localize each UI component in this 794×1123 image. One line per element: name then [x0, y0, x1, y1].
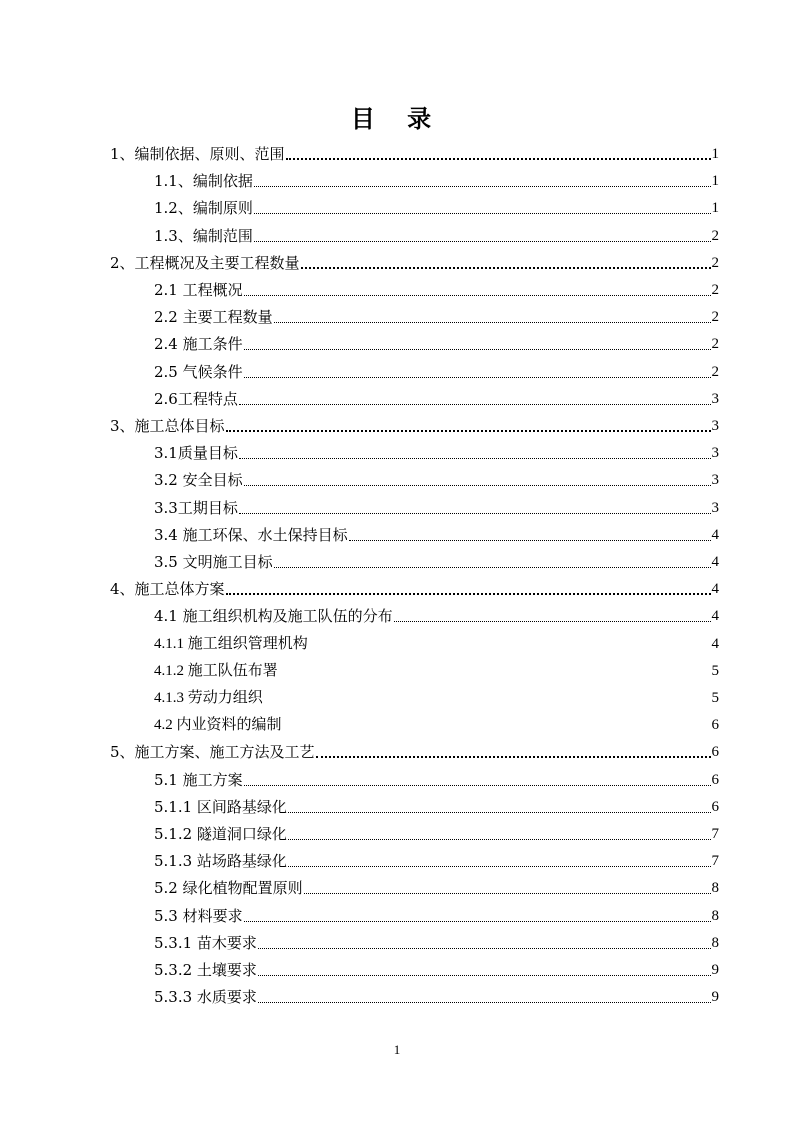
toc-entry[interactable]: [154, 305, 719, 327]
toc-entry-label: 5.3 材料要求: [154, 906, 243, 925]
toc-entry-page: 4: [711, 581, 719, 598]
toc-entry-label: 2.5 气候条件: [154, 362, 243, 381]
toc-entry[interactable]: [154, 659, 719, 681]
toc-dot-leader: [258, 948, 711, 949]
toc-entry[interactable]: [154, 931, 719, 953]
toc-dot-leader: [274, 567, 711, 568]
toc-entry[interactable]: [154, 387, 719, 409]
toc-dot-leader: [244, 485, 711, 486]
toc-dot-leader: [244, 295, 711, 296]
toc-entry-label: 3.1质量目标: [154, 444, 238, 463]
toc-dot-leader: [394, 621, 711, 622]
toc-entry-label: 5.1.3 站场路基绿化: [154, 852, 287, 871]
toc-entry-label: 5.3.2 土壤要求: [154, 961, 257, 979]
toc-entry[interactable]: [154, 169, 719, 191]
toc-entry[interactable]: [154, 604, 719, 626]
toc-entry-page: 7: [711, 826, 719, 842]
toc-dot-leader: [244, 377, 711, 378]
toc-entry-label: 2、工程概况及主要工程数量: [110, 253, 300, 272]
toc-entry[interactable]: [154, 713, 719, 735]
toc-entry[interactable]: [154, 550, 719, 572]
toc-entry-page: 1: [711, 200, 719, 217]
toc-entry-page: 9: [711, 962, 719, 978]
toc-entry-label: 1.1、编制依据: [154, 172, 253, 191]
toc-entry-page: 2: [711, 336, 719, 353]
toc-dot-leader: [316, 756, 711, 758]
toc-entry[interactable]: [154, 768, 719, 790]
toc-dot-leader: [258, 975, 711, 976]
toc-entry-label: 1、编制依据、原则、范围: [110, 145, 285, 163]
toc-entry-page: 9: [711, 989, 719, 1006]
toc-entry-page: 4: [711, 635, 719, 652]
toc-entry-page: 3: [711, 445, 719, 462]
toc-dot-leader: [304, 893, 711, 894]
toc-dot-leader: [239, 513, 711, 514]
toc-dot-leader: [254, 186, 711, 187]
toc-entry[interactable]: [110, 251, 719, 273]
toc-entry-label: 5.1.2 隧道洞口绿化: [154, 825, 287, 843]
toc-entry-page: 5: [711, 690, 719, 706]
toc-dot-leader: [244, 349, 711, 350]
toc-entry-page: 2: [711, 227, 719, 244]
toc-entry-label: 4.1.2 施工队伍布署: [154, 662, 278, 679]
toc-dot-leader: [288, 839, 711, 840]
toc-entry[interactable]: [154, 441, 719, 463]
toc-entry-label: 5.2 绿化植物配置原则: [154, 879, 303, 898]
toc-entry-page: 3: [711, 472, 719, 489]
toc-entry[interactable]: [154, 224, 719, 246]
toc-entry-label: 1.2、编制原则: [154, 199, 253, 218]
toc-entry[interactable]: [154, 196, 719, 218]
toc-entry-page: 4: [711, 554, 719, 570]
toc-dot-leader: [254, 213, 711, 214]
toc-entry-page: 3: [711, 499, 719, 516]
page-title: 目 录: [350, 104, 444, 133]
toc-entry-label: 2.2 主要工程数量: [154, 308, 273, 327]
toc-dot-leader: [286, 158, 711, 160]
toc-dot-leader: [288, 812, 711, 813]
toc-entry-label: 2.6工程特点: [154, 389, 238, 408]
toc-entry-label: 3.5 文明施工目标: [154, 553, 273, 571]
page-number: 1: [393, 1042, 401, 1057]
toc-dot-leader: [288, 866, 711, 867]
toc-entry-page: 7: [711, 853, 719, 870]
toc-entry-label: 4.1.3 劳动力组织: [154, 690, 263, 706]
toc-dot-leader: [239, 404, 711, 405]
toc-entry-page: 6: [711, 717, 719, 734]
toc-entry-label: 5.3.1 苗木要求: [154, 933, 257, 952]
toc-dot-leader: [226, 593, 711, 595]
toc-entry[interactable]: [154, 332, 719, 354]
toc-entry[interactable]: [154, 985, 719, 1007]
toc-entry[interactable]: [110, 577, 719, 599]
toc-entry-label: 5.3.3 水质要求: [154, 988, 257, 1007]
toc-dot-leader: [301, 267, 711, 269]
toc-entry-label: 2.4 施工条件: [154, 335, 243, 354]
toc-entry[interactable]: [154, 795, 719, 817]
toc-entry-page: 4: [711, 608, 719, 625]
toc-entry-label: 4、施工总体方案: [110, 580, 225, 599]
toc-entry-page: 3: [711, 418, 719, 434]
toc-dot-leader: [244, 785, 711, 786]
toc-entry[interactable]: [154, 468, 719, 490]
toc-dot-leader: [254, 241, 711, 242]
toc-entry[interactable]: [110, 142, 719, 164]
toc-entry-label: 3.3工期目标: [154, 498, 238, 517]
toc-entry[interactable]: [154, 686, 719, 708]
toc-entry[interactable]: [154, 360, 719, 382]
toc-entry[interactable]: [154, 496, 719, 518]
toc-entry[interactable]: [154, 958, 719, 980]
toc-entry-label: 3.4 施工环保、水土保持目标: [154, 525, 348, 544]
toc-entry-label: 5.1.1 区间路基绿化: [154, 797, 287, 816]
toc-entry-label: 3、施工总体目标: [110, 417, 225, 435]
toc-entry-label: 3.2 安全目标: [154, 471, 243, 490]
toc-entry-page: 2: [711, 254, 719, 271]
toc-entry-label: 5、施工方案、施工方法及工艺: [110, 743, 315, 762]
toc-entry-page: 2: [711, 363, 719, 380]
toc-dot-leader: [274, 322, 711, 323]
toc-entry[interactable]: [110, 414, 719, 436]
toc-entry[interactable]: [154, 904, 719, 926]
toc-entry[interactable]: [110, 740, 719, 762]
toc-entry-page: 3: [711, 390, 719, 407]
toc-entry-label: 4.2 内业资料的编制: [154, 717, 282, 734]
toc-entry-label: 4.1 施工组织机构及施工队伍的分布: [154, 607, 393, 626]
toc-entry-page: 1: [711, 173, 719, 190]
toc-entry-page: 4: [711, 526, 719, 543]
toc-entry-page: 6: [711, 798, 719, 815]
toc-dot-leader: [244, 921, 711, 922]
toc-entry-page: 8: [711, 880, 719, 897]
toc-entry-page: 6: [711, 771, 719, 788]
toc-entry-page: 5: [711, 662, 719, 679]
toc-entry-page: 2: [711, 282, 719, 298]
toc-dot-leader: [349, 540, 711, 541]
toc-entry[interactable]: [154, 849, 719, 871]
toc-dot-leader: [258, 1002, 711, 1003]
toc-entry-label: 2.1 工程概况: [154, 281, 243, 299]
toc-entry[interactable]: [154, 523, 719, 545]
toc-entry-page: 8: [711, 907, 719, 924]
toc-entry[interactable]: [154, 278, 719, 300]
toc-entry-page: 2: [711, 309, 719, 326]
toc-entry-label: 4.1.1 施工组织管理机构: [154, 635, 308, 652]
toc-entry-label: 1.3、编制范围: [154, 226, 253, 245]
toc-entry-page: 6: [711, 744, 719, 761]
toc-entry[interactable]: [154, 632, 719, 654]
toc-entry-label: 5.1 施工方案: [154, 770, 243, 789]
toc-entry[interactable]: [154, 876, 719, 898]
toc-dot-leader: [239, 458, 711, 459]
toc-entry[interactable]: [154, 822, 719, 844]
toc-entry-page: 1: [711, 146, 719, 162]
toc-dot-leader: [226, 430, 711, 432]
toc-entry-page: 8: [711, 934, 719, 951]
